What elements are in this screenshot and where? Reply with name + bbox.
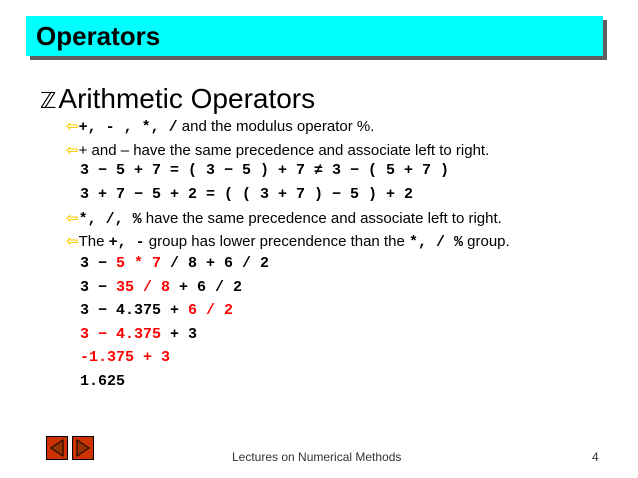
bullet-text-post: group. <box>462 233 510 250</box>
operators-code: *, /, % <box>78 211 142 228</box>
operators-code-2: *, / % <box>408 234 463 251</box>
sub-bullet-1 <box>66 116 374 138</box>
step-highlight: 6 / 2 <box>188 302 234 319</box>
step-highlight: 3 − 4.375 <box>80 326 162 343</box>
bullet-text: and the modulus operator %. <box>177 118 375 135</box>
step-line-5 <box>80 348 170 368</box>
bullet-text-pre: The <box>78 233 109 250</box>
step-highlight: -1.375 + 3 <box>80 349 171 366</box>
step-line-4 <box>80 325 197 345</box>
next-slide-button[interactable] <box>72 436 94 460</box>
step-line-2 <box>80 278 242 298</box>
bullet-text: + and – have the same precedence and associate left to right. <box>78 142 490 159</box>
operators-code: +, - , *, / <box>78 119 178 136</box>
step-line-3 <box>80 301 233 321</box>
arrow-left-icon: ⇦ <box>66 232 79 250</box>
bullet-text-mid: group has lower precendence than the <box>144 233 409 250</box>
main-bullet <box>40 82 315 119</box>
step-text: 1.625 <box>80 373 126 390</box>
step-highlight: 35 / 8 <box>116 279 171 296</box>
slide-title: Operators <box>36 21 161 51</box>
sub-bullet-2 <box>66 140 489 161</box>
step-text: + 3 <box>161 326 198 343</box>
step-line-1 <box>80 254 269 274</box>
code-line-2: 3 + 7 − 5 + 2 = ( ( 3 + 7 ) − 5 ) + 2 <box>80 186 414 203</box>
step-text: 3 − <box>80 255 117 272</box>
bullet-text: have the same precedence and associate left to right. <box>141 210 502 227</box>
arrow-left-icon: ⇦ <box>66 141 79 159</box>
step-highlight: 5 * 7 <box>116 255 162 272</box>
previous-slide-button[interactable] <box>46 436 68 460</box>
footer-text: Lectures on Numerical Methods <box>232 450 402 464</box>
code-line-1: 3 − 5 + 7 = ( 3 − 5 ) + 7 ≠ 3 − ( 5 + 7 ) <box>80 162 450 179</box>
step-text: + 6 / 2 <box>170 279 243 296</box>
step-text: 3 − <box>80 279 117 296</box>
step-text: / 8 + 6 / 2 <box>161 255 270 272</box>
sub-bullet-3 <box>66 208 502 230</box>
sub-bullet-4 <box>66 231 510 253</box>
z-bullet-icon: ℤ <box>40 89 57 114</box>
page-number: 4 <box>592 450 599 464</box>
main-bullet-text: Arithmetic Operators <box>58 83 316 114</box>
arrow-left-icon: ⇦ <box>66 209 79 227</box>
arrow-left-icon: ⇦ <box>66 117 79 135</box>
step-line-6 <box>80 372 125 392</box>
step-text: 3 − 4.375 + <box>80 302 189 319</box>
operators-code: +, - <box>108 234 145 251</box>
